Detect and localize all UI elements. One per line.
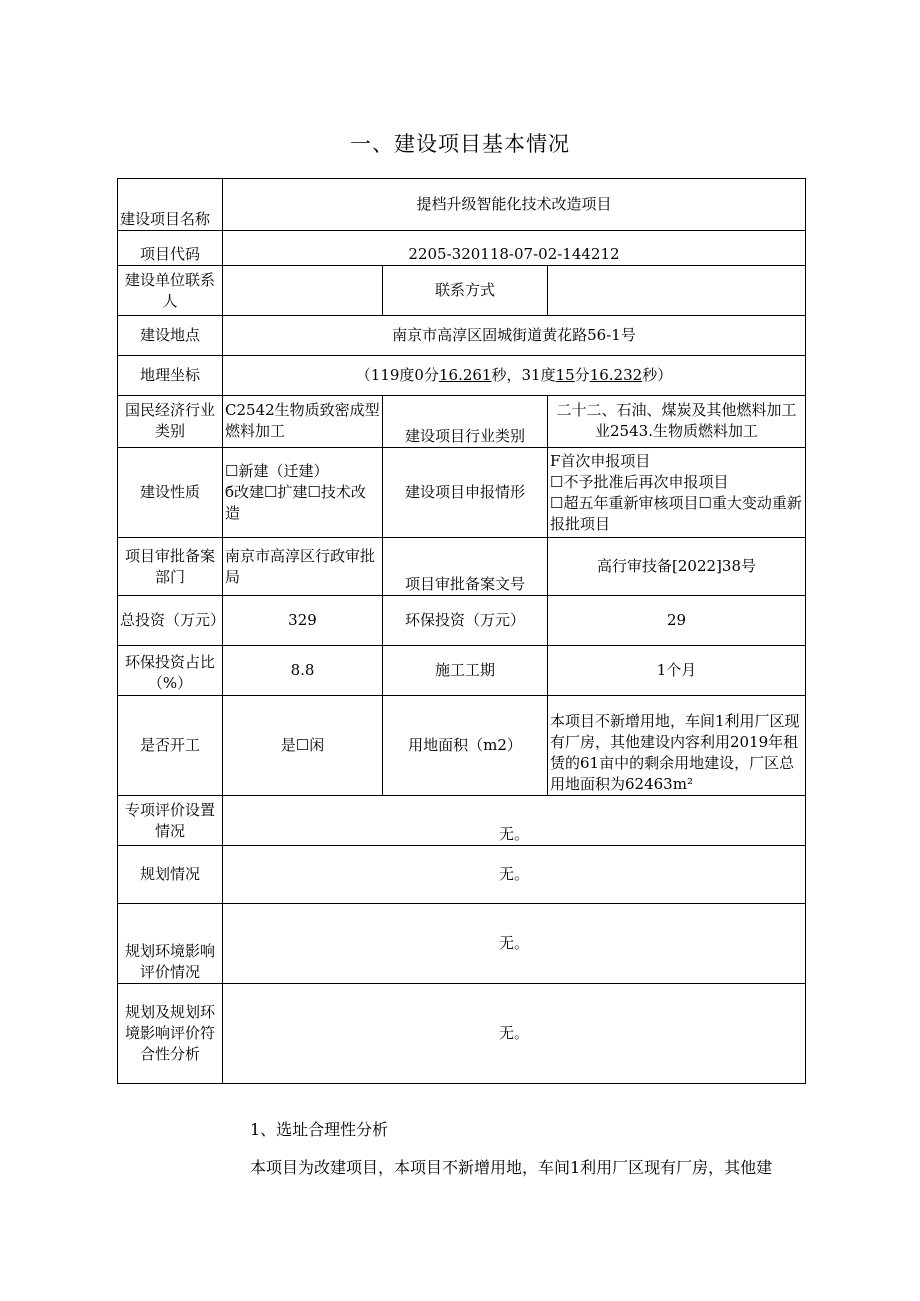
value-project-name: 提档升级智能化技术改造项目 <box>223 179 806 231</box>
page-title: 一、建设项目基本情况 <box>350 132 570 156</box>
coords-prefix: （119度0分 <box>355 366 439 384</box>
value-contact-person <box>223 266 383 316</box>
label-construction-nature: 建设性质 <box>118 448 223 538</box>
value-construction-period: 1个月 <box>548 646 806 696</box>
value-coordinates <box>223 356 806 396</box>
label-declaration: 建设项目申报情形 <box>383 448 548 538</box>
value-land-area: 本项目不新增用地，车间1利用厂区现有厂房，其他建设内容利用2019年租赁的61亩中的剩余用地建设，厂区总用地面积为62463m² <box>548 696 806 796</box>
label-coordinates: 地理坐标 <box>118 356 223 396</box>
value-project-industry: 二十二、石油、煤炭及其他燃料加工业2543.生物质燃料加工 <box>548 396 806 448</box>
label-industry: 国民经济行业类别 <box>118 396 223 448</box>
label-conformity: 规划及规划环境影响评价符合性分析 <box>118 984 223 1084</box>
value-industry: C2542生物质致密成型燃料加工 <box>223 396 383 448</box>
value-contact-method <box>548 266 806 316</box>
project-info-table <box>117 178 806 1084</box>
value-location: 南京市高淳区固城街道黄花路56-1号 <box>223 316 806 356</box>
label-env-ratio: 环保投资占比（%） <box>118 646 223 696</box>
coords-mid1: 秒，31度 <box>491 366 556 384</box>
label-project-industry: 建设项目行业类别 <box>383 396 548 448</box>
declaration-line-3: ☐超五年重新审核项目☐重大变动重新报批项目 <box>550 493 802 533</box>
coords-lon-sec: 16.261 <box>438 366 492 384</box>
label-approval-dept: 项目审批备案部门 <box>118 538 223 596</box>
value-started: 是☐闲 <box>223 696 383 796</box>
coords-mid2: 分 <box>574 366 590 384</box>
value-planning: 无。 <box>223 846 806 904</box>
label-planning: 规划情况 <box>118 846 223 904</box>
label-land-area: 用地面积（m2） <box>383 696 548 796</box>
coords-lat-sec: 16.232 <box>589 366 643 384</box>
nature-line-1: ☐新建（迁建） <box>225 462 329 480</box>
label-total-investment: 总投资（万元） <box>118 596 223 646</box>
label-started: 是否开工 <box>118 696 223 796</box>
body-paragraph: 本项目为改建项目，本项目不新增用地，车间1利用厂区现有厂房，其他建 <box>250 1158 773 1177</box>
value-declaration <box>548 448 806 538</box>
value-special-evaluation: 无。 <box>223 796 806 846</box>
value-conformity: 无。 <box>223 984 806 1084</box>
label-project-name: 建设项目名称 <box>118 179 223 231</box>
coords-suffix: 秒） <box>642 366 673 384</box>
value-approval-dept: 南京市高淳区行政审批局 <box>223 538 383 596</box>
nature-line-2: б改建☐扩建☐技术改造 <box>225 483 366 522</box>
label-project-code: 项目代码 <box>118 231 223 266</box>
value-env-investment: 29 <box>548 596 806 646</box>
value-approval-no: 高行审技备[2022]38号 <box>548 538 806 596</box>
coords-lat-min: 15 <box>555 366 575 384</box>
label-contact-person: 建设单位联系人 <box>118 266 223 316</box>
label-approval-no: 项目审批备案文号 <box>383 538 548 596</box>
label-contact-method: 联系方式 <box>383 266 548 316</box>
label-construction-period: 施工工期 <box>383 646 548 696</box>
value-total-investment: 329 <box>223 596 383 646</box>
label-plan-env-impact: 规划环境影响评价情况 <box>118 904 223 984</box>
value-project-code: 2205-320118-07-02-144212 <box>223 231 806 266</box>
value-env-ratio: 8.8 <box>223 646 383 696</box>
value-construction-nature <box>223 448 383 538</box>
label-location: 建设地点 <box>118 316 223 356</box>
label-env-investment: 环保投资（万元） <box>383 596 548 646</box>
declaration-line-1: F首次申报项目 <box>550 451 651 470</box>
label-special-evaluation: 专项评价设置情况 <box>118 796 223 846</box>
declaration-line-2: ☐不予批准后再次申报项目 <box>550 472 729 491</box>
section-heading: 1、选址合理性分析 <box>250 1120 389 1139</box>
value-plan-env-impact: 无。 <box>223 904 806 984</box>
